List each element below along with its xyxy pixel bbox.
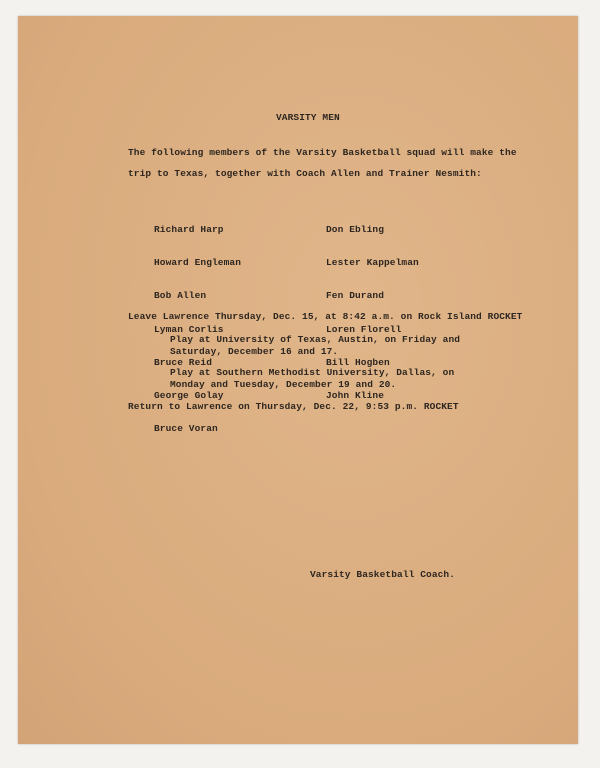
- roster-name: George Golay: [154, 389, 224, 401]
- roster-name: Lester Kappelman: [326, 257, 419, 269]
- roster-name: Don Ebling: [326, 224, 385, 235]
- roster-name: Bruce Voran: [154, 423, 218, 435]
- roster-name: Howard Engleman: [154, 257, 242, 269]
- document-title: VARSITY MEN: [276, 112, 340, 123]
- game-dallas-line-2: Monday and Tuesday, December 19 and 20.: [170, 379, 397, 390]
- roster-name: Loren Florell: [326, 323, 402, 335]
- roster-name: Richard Harp: [154, 224, 224, 235]
- roster-name: Fen Durand: [326, 290, 385, 302]
- roster-name: Bob Allen: [154, 290, 207, 302]
- intro-line-1: The following members of the Varsity Basketball squad will make the: [128, 147, 517, 158]
- roster-name: Bruce Reid: [154, 356, 213, 368]
- return-line: Return to Lawrence on Thursday, Dec. 22, 9:53 p.m. ROCKET: [128, 401, 459, 412]
- intro-line-2: trip to Texas, together with Coach Allen and Trainer Nesmith:: [128, 168, 482, 179]
- document-page: [18, 16, 578, 744]
- roster-name: John Kline: [326, 389, 385, 401]
- signature-line: Varsity Basketball Coach.: [310, 569, 456, 580]
- departure-line: Leave Lawrence Thursday, Dec. 15, at 8:42 a.m. on Rock Island ROCKET: [128, 311, 523, 322]
- roster-name: Bill Hogben: [326, 356, 390, 368]
- roster-name: Lyman Corlis: [154, 323, 224, 335]
- roster-left-column: [154, 202, 241, 456]
- game-dallas-line-1: Play at Southern Methodist University, Dallas, on: [170, 367, 455, 378]
- game-austin-line-2: Saturday, December 16 and 17.: [170, 346, 339, 357]
- game-austin-line-1: Play at University of Texas, Austin, on Friday and: [170, 334, 461, 345]
